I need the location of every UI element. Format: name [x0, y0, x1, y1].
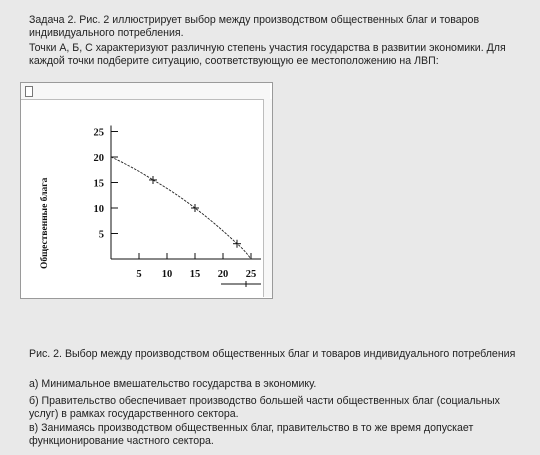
figure-caption: Рис. 2. Выбор между производством общественных благ и товаров индивидуального потребления [29, 348, 516, 360]
task-intro: Задача 2. Рис. 2 иллюстрирует выбор между производством общественных благ и товаров индивидуального потребления. [29, 14, 480, 39]
ppf-curve [111, 157, 251, 259]
x-tick-label: 10 [161, 269, 173, 280]
ppf-chart [21, 83, 272, 298]
x-tick-label: 20 [217, 269, 229, 280]
task-points-description: Точки А, Б, С характеризуют различную степень участия государства в развитии экономики. Для каждой точки подберите ситуацию, соответствующую ее местоположению на ЛВП: [29, 42, 506, 67]
figure-frame [20, 82, 273, 299]
x-tick-label: 5 [136, 269, 142, 280]
option-c: в) Занимаясь производством общественных благ, правительство в то же время допускает функционирование частного сектора. [29, 422, 474, 447]
x-tick-label: 15 [189, 269, 201, 280]
y-tick-label: 15 [93, 178, 104, 190]
y-tick-label: 5 [98, 229, 104, 241]
y-axis-label: Общественные блага [40, 177, 50, 269]
y-tick-label: 10 [93, 204, 104, 215]
y-tick-label: 25 [93, 127, 104, 139]
option-a: а) Минимальное вмешательство государства в экономику. [29, 378, 317, 390]
option-b: б) Правительство обеспечивает производство большей части общественных благ (социальных услуг) в рамках государственного сектора. [29, 395, 500, 420]
x-tick-label: 25 [245, 269, 257, 280]
y-tick-label: 20 [93, 153, 104, 164]
